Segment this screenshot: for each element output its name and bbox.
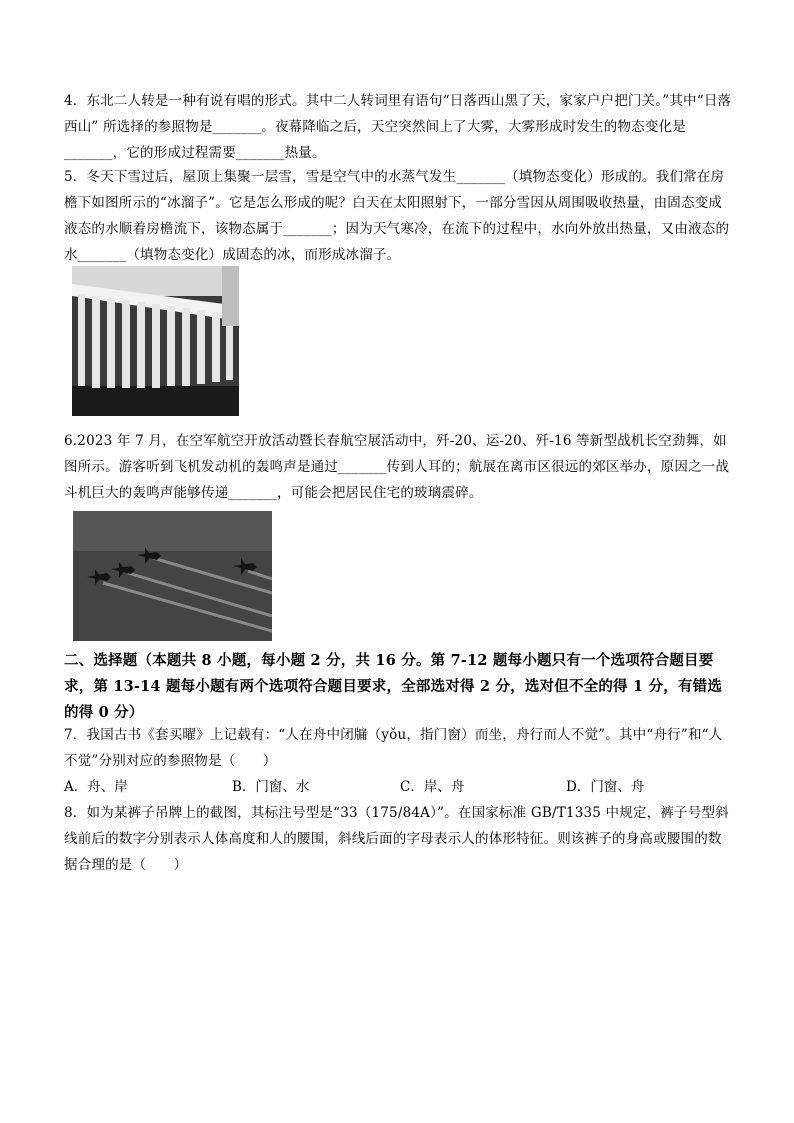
- question-5: 5．冬天下雪过后，屋顶上集聚一层雪，雪是空气中的水蒸气发生_______（填物态变化）形成的。我们常在房檐下如图所示的“冰溜子”。它是怎么形成的呢？白天在太阳照射下，一部分雪因从周围吸收热量，由固态变成液态的水顺着房檐流下，该物态属于_______；因为天气寒冷，在流下的过程中，水向外放出热量，又由液态的水_______（填物态变化）成固态的冰，而形成冰溜子。: [64, 169, 730, 263]
- section-2-heading: 二、选择题（本题共 8 小题，每小题 2 分，共 16 分。第 7-12 题每小题只有一个选项符合题目要求，第 13-14 题每小题有两个选项符合题目要求，全部选对得 2 分，选对但不全的得 1 分，有错选的得 0 分）: [64, 652, 723, 721]
- icicle-photo: [72, 266, 239, 416]
- icicle-illustration: [72, 266, 239, 416]
- question-6: 6.2023 年 7 月，在空军航空开放活动暨长春航空展活动中，歼-20、运-20、歼-16 等新型战机长空劲舞，如图所示。游客听到飞机发动机的轰鸣声是通过_______传到人耳的；航展在离市区很远的郊区举办，原因之一战斗机巨大的轰鸣声能够传递_______，可能会把居民住宅的玻璃震碎。: [64, 433, 730, 501]
- question-8: 8．如为某裤子吊牌上的截图，其标注号型是“33（175/84A）”。在国家标准 GB/T1335 中规定，裤子号型斜线前后的数字分别表示人体高度和人的腰围，斜线后面的字母表示人的体形特征。则该裤子的身高或腰围的数据合理的是（ ）: [64, 805, 729, 873]
- question-7-options: [64, 774, 734, 800]
- option-d: D．门窗、舟: [566, 779, 645, 795]
- aircraft-illustration: [73, 511, 272, 641]
- question-4: 4．东北二人转是一种有说有唱的形式。其中二人转词里有语句“日落西山黑了天，家家户户把门关。”其中“日落西山” 所选择的参照物是_______。夜幕降临之后，天空突然间上了大雾，大雾形成时发生的物态变化是_______，它的形成过程需要_______热量。: [64, 93, 732, 161]
- option-a: A．舟、岸: [64, 779, 128, 795]
- question-7: 7．我国古书《套买曜》上记载有：“人在舟中闭牖（yǒu，指门窗）而坐，舟行而人不觉”。其中“舟行”和“人不觉”分别对应的参照物是（ ）: [64, 727, 723, 769]
- option-c: C．岸、舟: [400, 779, 465, 795]
- airshow-photo: [73, 511, 272, 641]
- option-b: B．门窗、水: [232, 779, 310, 795]
